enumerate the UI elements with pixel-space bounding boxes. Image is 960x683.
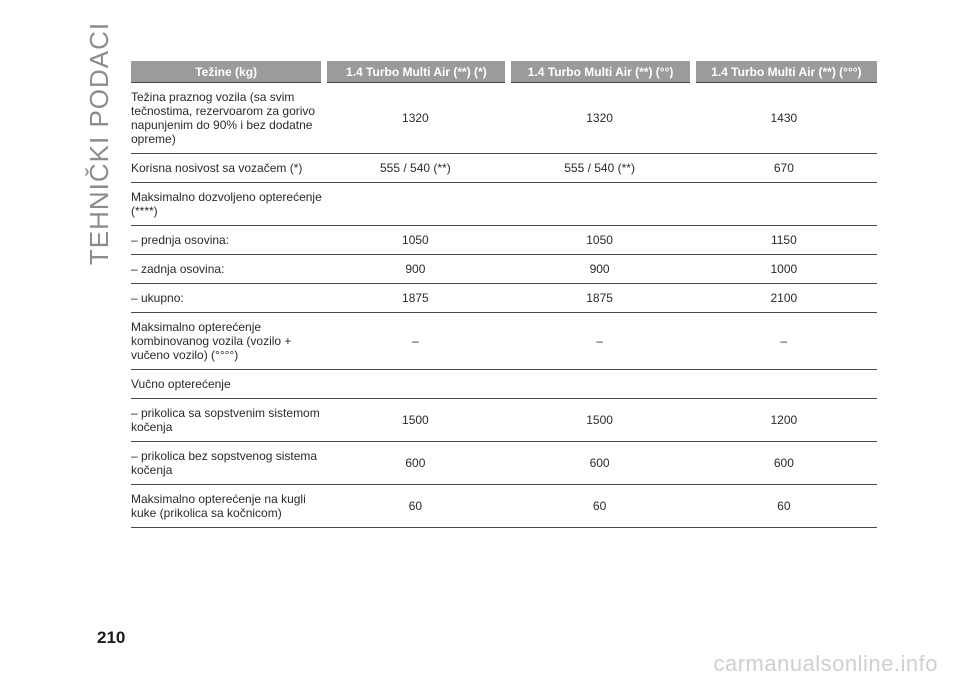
table-row	[131, 370, 877, 399]
row-label: – prednja osovina:	[131, 226, 324, 255]
row-value: 1200	[693, 399, 877, 442]
row-value: 900	[508, 255, 692, 284]
weights-table	[131, 61, 877, 528]
table-row	[131, 284, 877, 313]
row-value: 670	[693, 154, 877, 183]
row-label: Vučno opterećenje	[131, 370, 324, 399]
row-value: 600	[508, 442, 692, 485]
row-value: 1320	[508, 83, 692, 154]
table-row	[131, 83, 877, 154]
row-value	[693, 183, 877, 226]
row-value: 1500	[324, 399, 508, 442]
row-value: 900	[324, 255, 508, 284]
section-title-text: TEHNIČKI PODACI	[84, 21, 115, 265]
row-value: 1050	[508, 226, 692, 255]
watermark: carmanualsonline.info	[713, 651, 938, 676]
row-label: Korisna nosivost sa vozačem (*)	[131, 154, 324, 183]
row-label: Maksimalno opterećenje na kugli kuke (prikolica sa kočnicom)	[131, 485, 324, 528]
header-weights: Težine (kg)	[131, 61, 324, 83]
row-value	[693, 370, 877, 399]
table-row	[131, 226, 877, 255]
table-row	[131, 183, 877, 226]
page-number: 210	[97, 628, 126, 647]
row-label: – prikolica bez sopstvenog sistema kočenja	[131, 442, 324, 485]
row-value: 1320	[324, 83, 508, 154]
row-value: 600	[693, 442, 877, 485]
row-value: 1150	[693, 226, 877, 255]
table-row	[131, 442, 877, 485]
row-value: 1430	[693, 83, 877, 154]
row-label: – ukupno:	[131, 284, 324, 313]
row-label: Maksimalno opterećenje kombinovanog vozila (vozilo + vučeno vozilo) (°°°°)	[131, 313, 324, 370]
row-value: 1000	[693, 255, 877, 284]
row-label: Maksimalno dozvoljeno opterećenje (****)	[131, 183, 324, 226]
row-value: 60	[324, 485, 508, 528]
row-label: Težina praznog vozila (sa svim tečnostima, rezervoarom za gorivo napunjenim do 90% i bez dodatne opreme)	[131, 83, 324, 154]
row-value	[324, 183, 508, 226]
row-label: – prikolica sa sopstvenim sistemom kočenja	[131, 399, 324, 442]
row-value: 60	[693, 485, 877, 528]
table-row	[131, 154, 877, 183]
row-value: –	[508, 313, 692, 370]
row-value: 1500	[508, 399, 692, 442]
row-label: – zadnja osovina:	[131, 255, 324, 284]
row-value: 2100	[693, 284, 877, 313]
row-value: 555 / 540 (**)	[324, 154, 508, 183]
table-header-row	[131, 61, 877, 83]
row-value: 600	[324, 442, 508, 485]
header-engine-3: 1.4 Turbo Multi Air (**) (°°°)	[693, 61, 877, 83]
header-engine-1: 1.4 Turbo Multi Air (**) (*)	[324, 61, 508, 83]
row-value	[508, 370, 692, 399]
row-value: –	[693, 313, 877, 370]
row-value: 1875	[508, 284, 692, 313]
table-row	[131, 313, 877, 370]
row-value: 555 / 540 (**)	[508, 154, 692, 183]
table-row	[131, 485, 877, 528]
table-row	[131, 399, 877, 442]
table-row	[131, 255, 877, 284]
row-value	[508, 183, 692, 226]
header-engine-2: 1.4 Turbo Multi Air (**) (°°)	[508, 61, 692, 83]
row-value: 60	[508, 485, 692, 528]
row-value: 1050	[324, 226, 508, 255]
row-value: 1875	[324, 284, 508, 313]
section-side-title	[84, 21, 116, 265]
row-value: –	[324, 313, 508, 370]
row-value	[324, 370, 508, 399]
